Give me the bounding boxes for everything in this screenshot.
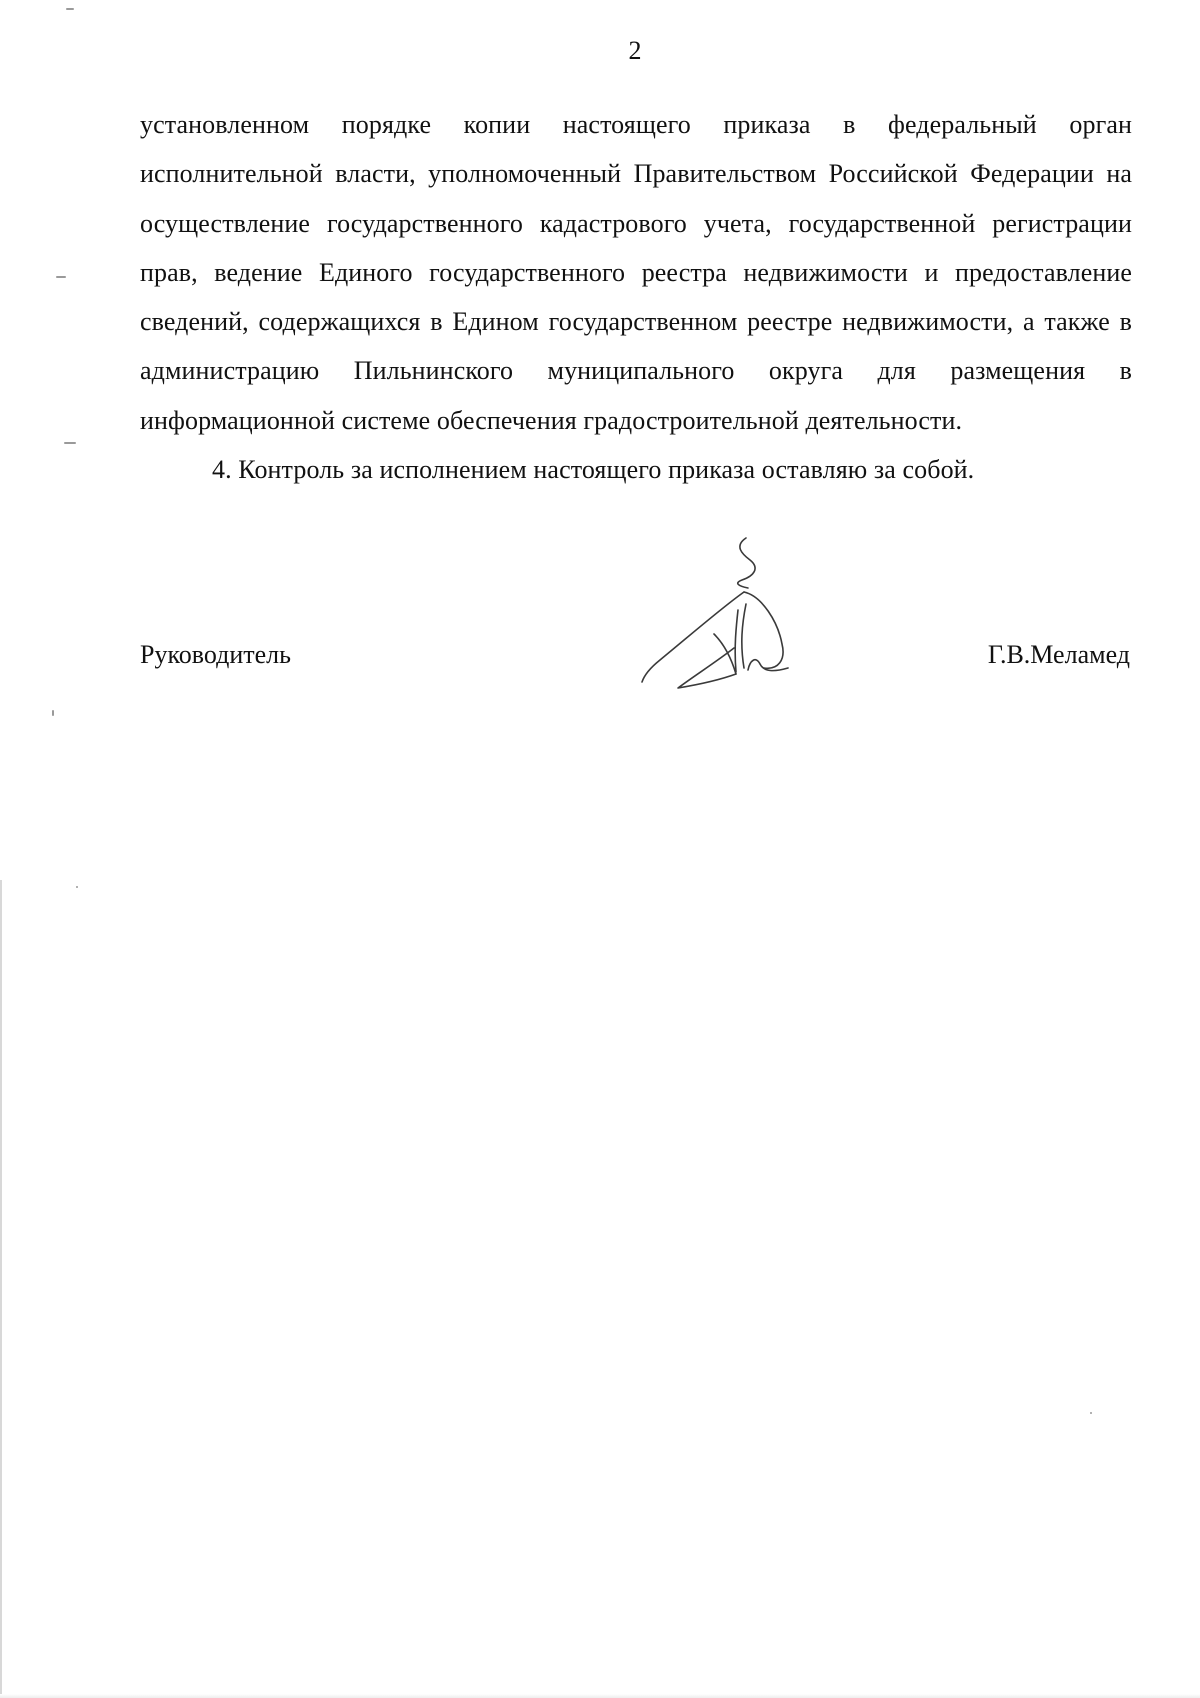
scan-speck bbox=[56, 276, 66, 278]
paragraph-continuation: установленном порядке копии настоящего приказа в федеральный орган исполнительной власти, уполномоченный Правительством Российской Федерации на осуществление государственного кадастрового учета, государственной регистрации прав, ведение Единого государственного реестра недвижимости и предоставление сведений, содержащихся в Едином государственном реестре недвижимости, а также в администрацию Пильнинского муниципального округа для размещения в информационной системе обеспечения градостроительной деятельности. bbox=[140, 110, 1132, 435]
document-body bbox=[140, 100, 1132, 494]
scan-speck bbox=[76, 886, 78, 888]
scan-bottom-edge bbox=[0, 1694, 1200, 1698]
paragraph-item-4: 4. Контроль за исполнением настоящего приказа оставляю за собой. bbox=[212, 455, 975, 485]
page-number: 2 bbox=[628, 36, 642, 65]
signer-name: Г.В.Меламед bbox=[987, 640, 1130, 669]
position-title: Руководитель bbox=[140, 640, 291, 669]
scan-edge-line bbox=[0, 880, 2, 1698]
scan-speck bbox=[52, 710, 54, 716]
scan-speck bbox=[64, 442, 76, 444]
signature-block bbox=[140, 640, 1130, 680]
scan-speck bbox=[1090, 1412, 1092, 1414]
scan-speck bbox=[66, 8, 74, 10]
